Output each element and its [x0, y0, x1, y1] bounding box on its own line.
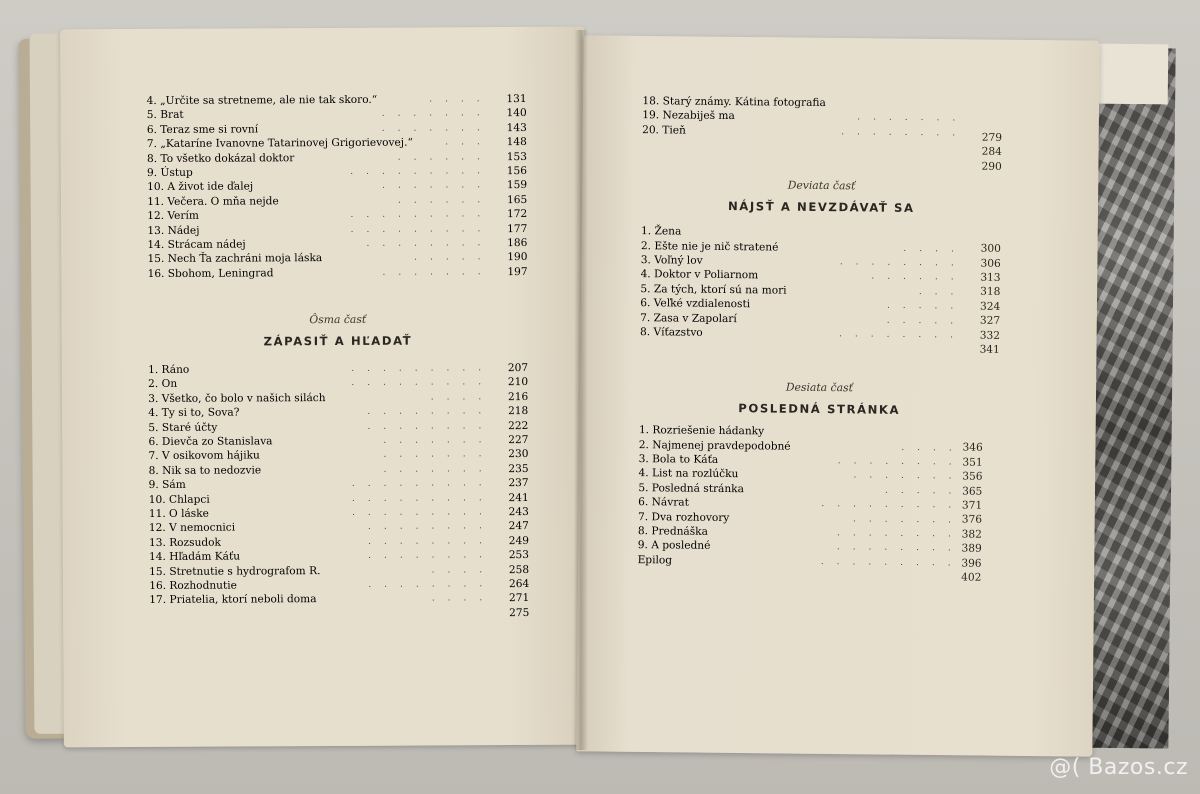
toc-entry: 6. Teraz sme si rovní ....... 143 [146, 121, 527, 136]
toc-entry: 7. Dva rozhovory ....... [637, 510, 965, 526]
toc-entry: 4. Doktor v Poliarnom ...... [640, 268, 967, 283]
page-number: 376 [961, 513, 983, 527]
toc-entry: 10. Chlapci ......... 241 [148, 491, 529, 506]
toc-entry: 8. Nik sa to nedozvie ....... 235 [148, 462, 529, 477]
toc-entry: Epilog ......... [637, 553, 964, 569]
left-toc [147, 92, 530, 622]
photo-plate-margin [1096, 44, 1169, 105]
toc-entry: 13. Nádej ......... 177 [147, 222, 528, 237]
right-bottom-list [637, 423, 999, 584]
right-mid-list [639, 224, 1001, 356]
toc-entry: 16. Rozhodnutie ........ 264 [149, 577, 530, 592]
page-number: 290 [981, 160, 1002, 173]
toc-entry: 5. Za tých, ktorí sú na mori ... [640, 282, 967, 298]
right-mid-page-numbers [974, 242, 1001, 358]
toc-entry: 7. V osikovom hájiku ....... 230 [148, 448, 529, 463]
toc-entry: 1. Rozriešenie hádanky [638, 424, 765, 438]
left-bottom-list [148, 361, 529, 622]
toc-entry: 6. Veľké vzdialenosti ..... [640, 297, 967, 312]
toc-entry: 19. Nezabiješ ma ....... [642, 109, 969, 124]
toc-entry: 1. Ráno ......... 207 [148, 362, 529, 377]
page-number: 284 [981, 146, 1002, 159]
toc-entry: 4. Ty si to, Sova? ........ 218 [148, 405, 529, 420]
toc-entry: 15. Nech Ťa zachráni moja láska ..... 190 [147, 251, 528, 266]
toc-entry: 2. On ......... 210 [148, 376, 529, 391]
toc-entry: 14. Hľadám Káťu ........ 253 [149, 549, 530, 564]
toc-entry: 2. Najmenej pravdepodobné .... [638, 438, 965, 454]
toc-entry: 7. „Kataríne Ivanovne Tatarinovej Grigorievovej.“ ... 148 [146, 136, 527, 151]
toc-entry: 9. Sám ......... 237 [148, 477, 529, 492]
page-number: 402 [961, 571, 982, 584]
toc-entry: 5. Posledná stránka ..... [638, 481, 965, 497]
toc-entry: 5. Staré účty ........ 222 [148, 419, 529, 434]
toc-entry: 5. Brat ....... 140 [146, 107, 527, 122]
right-top-list [642, 94, 1002, 141]
toc-entry: 3. Voľný lov ........ [640, 254, 967, 269]
page-number: 382 [961, 528, 982, 541]
toc-entry: 1. Žena [640, 225, 682, 238]
toc-entry: 11. Večera. O mňa nejde ...... 165 [147, 193, 528, 208]
toc-entry: 2. Ešte nie je nič stratené .... [640, 239, 967, 255]
toc-entry: 9. A posledné ........ [637, 539, 964, 554]
page-number: 396 [961, 557, 982, 570]
page-number: 279 [981, 131, 1003, 144]
right-top-page-numbers [974, 131, 1002, 175]
page-number: 341 [979, 343, 1000, 356]
page-number: 371 [961, 499, 983, 512]
toc-entry: 16. Sbohom, Leningrad ....... 197 [147, 265, 528, 280]
page-number: 351 [962, 456, 983, 469]
toc-entry: 10. A život ide ďalej ....... 159 [147, 179, 528, 194]
toc-entry: 12. V nemocnici ........ 247 [148, 520, 529, 535]
page-number: 356 [962, 470, 983, 483]
page-number: 306 [980, 257, 1001, 270]
left-top-list [147, 92, 528, 281]
page-number: 332 [979, 329, 1001, 342]
toc-entry: 275 [509, 606, 530, 619]
toc-entry: 4. List na rozlúčku ....... [638, 467, 965, 482]
toc-entry: 18. Starý známy. Kátina fotografia [642, 95, 826, 110]
toc-entry: 12. Verím ......... 172 [147, 208, 528, 223]
toc-entry: 14. Strácam nádej ........ 186 [147, 236, 528, 251]
toc-entry: 15. Stretnutie s hydrografom R. .... 258 [149, 563, 530, 578]
right-toc [637, 94, 1003, 584]
page-number: 300 [980, 242, 1001, 256]
toc-entry: 8. Víťazstvo ........ [639, 326, 967, 341]
page-number: 389 [961, 542, 982, 555]
section-title: Desiata časť [785, 380, 854, 395]
toc-entry: 6. Návrat ......... [638, 496, 965, 511]
section-heading: NÁJSŤ A NEVZDÁVAŤ SA [727, 199, 915, 216]
section-heading: POSLEDNÁ STRÁNKA [738, 401, 901, 418]
toc-entry: 6. Dievča zo Stanislava ....... 227 [148, 434, 529, 449]
toc-entry: 17. Priatelia, ktorí neboli doma .... 271 [149, 592, 530, 607]
page-number: 327 [979, 314, 1001, 328]
toc-entry: 4. „Určite sa stretneme, ale nie tak skoro.“ .... 131 [146, 93, 527, 107]
right-bottom-page-numbers [955, 441, 983, 585]
section-title: Deviata časť [787, 178, 856, 193]
page-number: 313 [980, 271, 1001, 284]
page-number: 365 [962, 485, 983, 498]
page-number: 324 [979, 300, 1001, 313]
section-title: Ôsma časť [309, 312, 367, 327]
toc-entry: 7. Zasa v Zapolarí ..... [640, 311, 967, 327]
toc-entry: 8. Prednáška ........ [637, 525, 964, 540]
site-watermark: @( Bazos.cz [1049, 755, 1188, 780]
toc-entry: 3. Bola to Káťa ........ [638, 453, 965, 468]
book-gutter [574, 30, 588, 750]
section-heading: ZÁPASIŤ A HĽADAŤ [263, 333, 413, 349]
page-number: 318 [980, 286, 1001, 299]
page-number: 346 [962, 441, 983, 455]
toc-entry: 8. To všetko dokázal doktor ...... 153 [146, 150, 527, 165]
toc-entry: 3. Všetko, čo bolo v našich silách .... 216 [148, 390, 529, 405]
toc-entry: 20. Tieň ........ [642, 123, 969, 139]
toc-entry: 9. Ústup ......... 156 [147, 164, 528, 179]
toc-entry: 13. Rozsudok ........ 249 [148, 534, 529, 549]
toc-entry: 11. O láske ......... 243 [148, 505, 529, 520]
